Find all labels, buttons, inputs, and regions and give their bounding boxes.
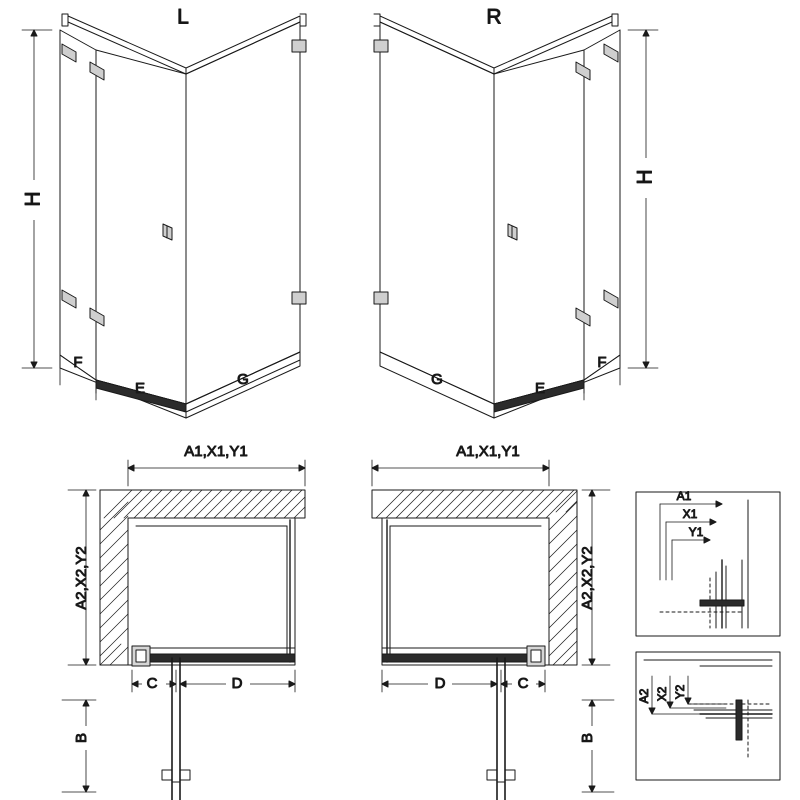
view-label-right: R xyxy=(486,5,502,29)
label-detail-y2: Y2 xyxy=(673,684,688,700)
label-height-right: H xyxy=(633,169,657,185)
label-detail-a1: A1 xyxy=(676,489,692,504)
label-e-right: E xyxy=(534,379,546,397)
label-detail-x1: X1 xyxy=(682,507,698,522)
label-c-left: C xyxy=(146,674,158,692)
label-height-left: H xyxy=(21,191,45,207)
plan-view-right xyxy=(372,443,614,800)
label-detail-a2: A2 xyxy=(637,688,652,704)
label-b-right: B xyxy=(578,732,596,744)
label-d-left: D xyxy=(231,674,243,692)
label-detail-x2: X2 xyxy=(655,686,670,702)
label-g-right: G xyxy=(431,370,443,388)
view-label-left: L xyxy=(177,5,189,29)
label-detail-y1: Y1 xyxy=(688,525,704,540)
iso-view-left xyxy=(22,6,306,418)
label-top-dim-right: A1,X1,Y1 xyxy=(456,442,520,460)
label-side-dim-left: A2,X2,Y2 xyxy=(72,546,90,610)
detail-view-a2x2y2 xyxy=(636,652,780,780)
label-f-right: F xyxy=(597,353,607,371)
label-b-left: B xyxy=(72,732,90,744)
detail-view-a1x1y1 xyxy=(636,489,780,636)
label-g-left: G xyxy=(237,370,249,388)
label-c-right: C xyxy=(517,674,529,692)
label-e-left: E xyxy=(134,379,146,397)
plan-view-left xyxy=(62,443,305,800)
label-d-right: D xyxy=(434,674,446,692)
iso-view-right xyxy=(374,6,658,418)
label-side-dim-right: A2,X2,Y2 xyxy=(578,546,596,610)
label-f-left: F xyxy=(73,353,83,371)
label-top-dim-left: A1,X1,Y1 xyxy=(184,442,248,460)
